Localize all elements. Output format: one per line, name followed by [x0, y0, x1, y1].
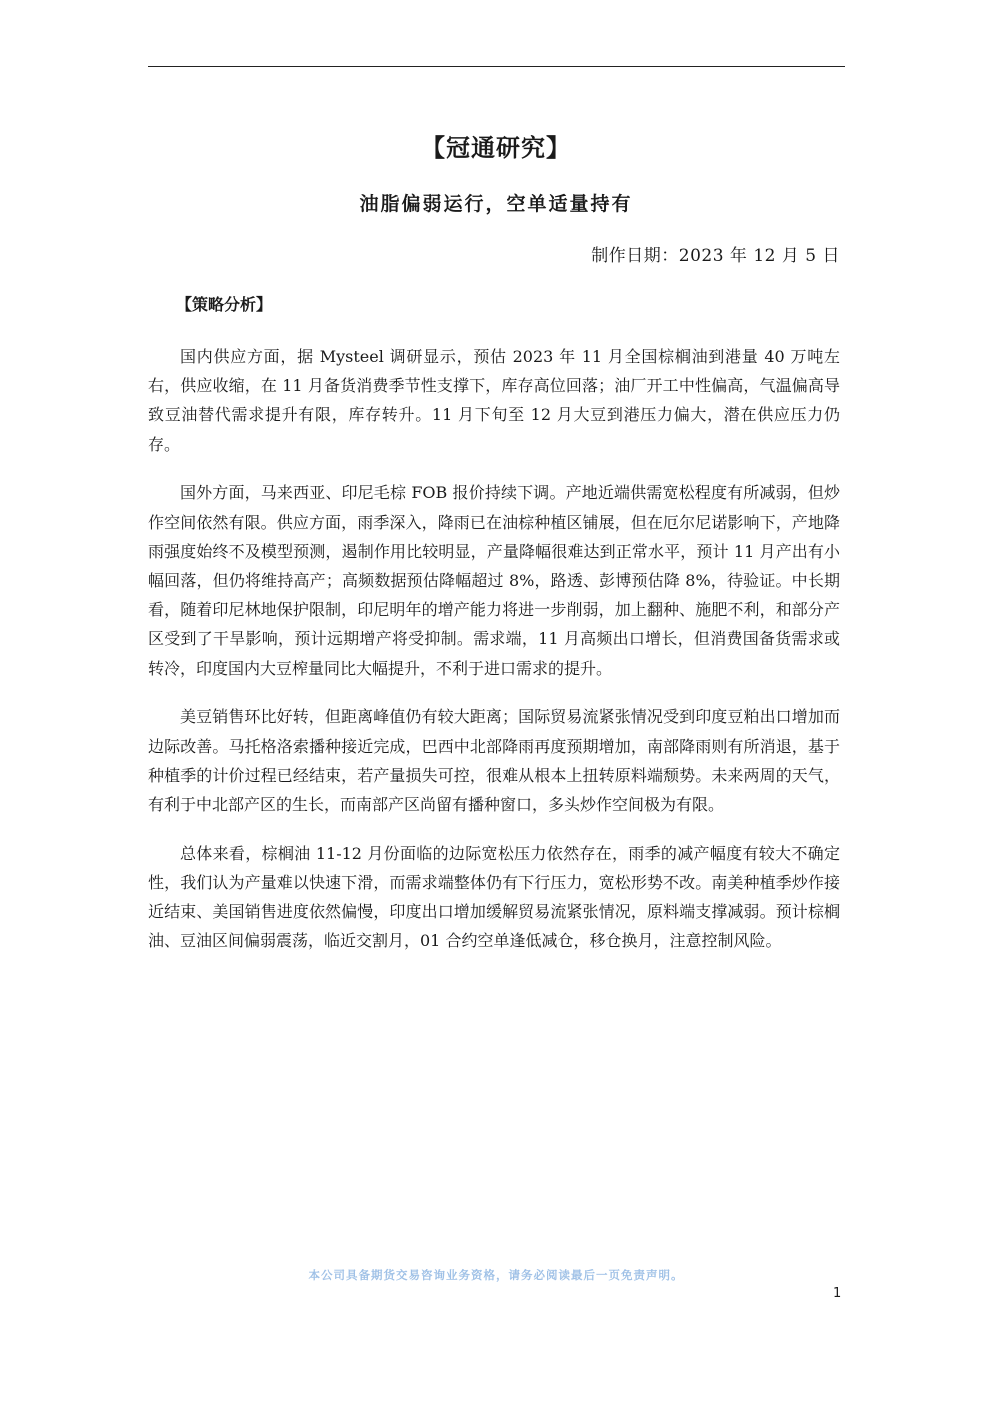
section-heading-strategy: 【策略分析】 — [176, 295, 273, 314]
page-number: 1 — [833, 1286, 842, 1301]
header-rule — [148, 66, 845, 67]
document-date: 制作日期：2023 年 12 月 5 日 — [591, 246, 840, 266]
footer-disclaimer: 本公司具备期货交易咨询业务资格，请务必阅读最后一页免责声明。 — [308, 1268, 684, 1282]
paragraph-domestic-supply: 国内供应方面，据 Mysteel 调研显示，预估 2023 年 11 月全国棕榈油到港量 40 万吨左右，供应收缩，在 11 月备货消费季节性支撑下，库存高位回落；油厂开工中性偏高，气温偏高导致豆油替代需求提升有限，库存转升。11 月下旬至 12 月大豆到港压力偏大，潜在供应压力仍存。 — [148, 347, 840, 454]
body-text — [148, 342, 840, 975]
document-title: 油脂偏弱运行，空单适量持有 — [359, 193, 633, 215]
paragraph-summary: 总体来看，棕榈油 11-12 月份面临的边际宽松压力依然存在，雨季的减产幅度有较大不确定性，我们认为产量难以快速下滑，而需求端整体仍有下行压力，宽松形势不改。南美种植季炒作接近结束、美国销售进度依然偏慢，印度出口增加缓解贸易流紧张情况，原料端支撑减弱。预计棕榈油、豆油区间偏弱震荡，临近交割月，01 合约空单逢低减仓，移仓换月，注意控制风险。 — [148, 843, 840, 951]
paragraph-us-soybean: 美豆销售环比好转，但距离峰值仍有较大距离；国际贸易流紧张情况受到印度豆粕出口增加而边际改善。马托格洛索播种接近完成，巴西中北部降雨再度预期增加，南部降雨则有所消退，基于种植季的计价过程已经结束，若产量损失可控，很难从根本上扭转原料端颓势。未来两周的天气，有利于中北部产区的生长，而南部产区尚留有播种窗口，多头炒作空间极为有限。 — [148, 707, 840, 815]
brand-title: 【冠通研究】 — [421, 133, 571, 162]
paragraph-foreign-market: 国外方面，马来西亚、印尼毛棕 FOB 报价持续下调。产地近端供需宽松程度有所减弱，但炒作空间依然有限。供应方面，雨季深入，降雨已在油棕种植区铺展，但在厄尔尼诺影响下，产地降雨强度始终不及模型预测，遏制作用比较明显，产量降幅很难达到正常水平，预计 11 月产出有小幅回落，但仍将维持高产；高频数据预估降幅超过 8%，路透、彭博预估降 8%，待验证。中长期看，随着印尼林地保护限制，印尼明年的增产能力将进一步削弱，加上翻种、施肥不利，和部分产区受到了干旱影响，预计远期增产将受抑制。需求端，11 月高频出口增长，但消费国备货需求或转冷，印度国内大豆榨量同比大幅提升，不利于进口需求的提升。 — [148, 483, 840, 678]
